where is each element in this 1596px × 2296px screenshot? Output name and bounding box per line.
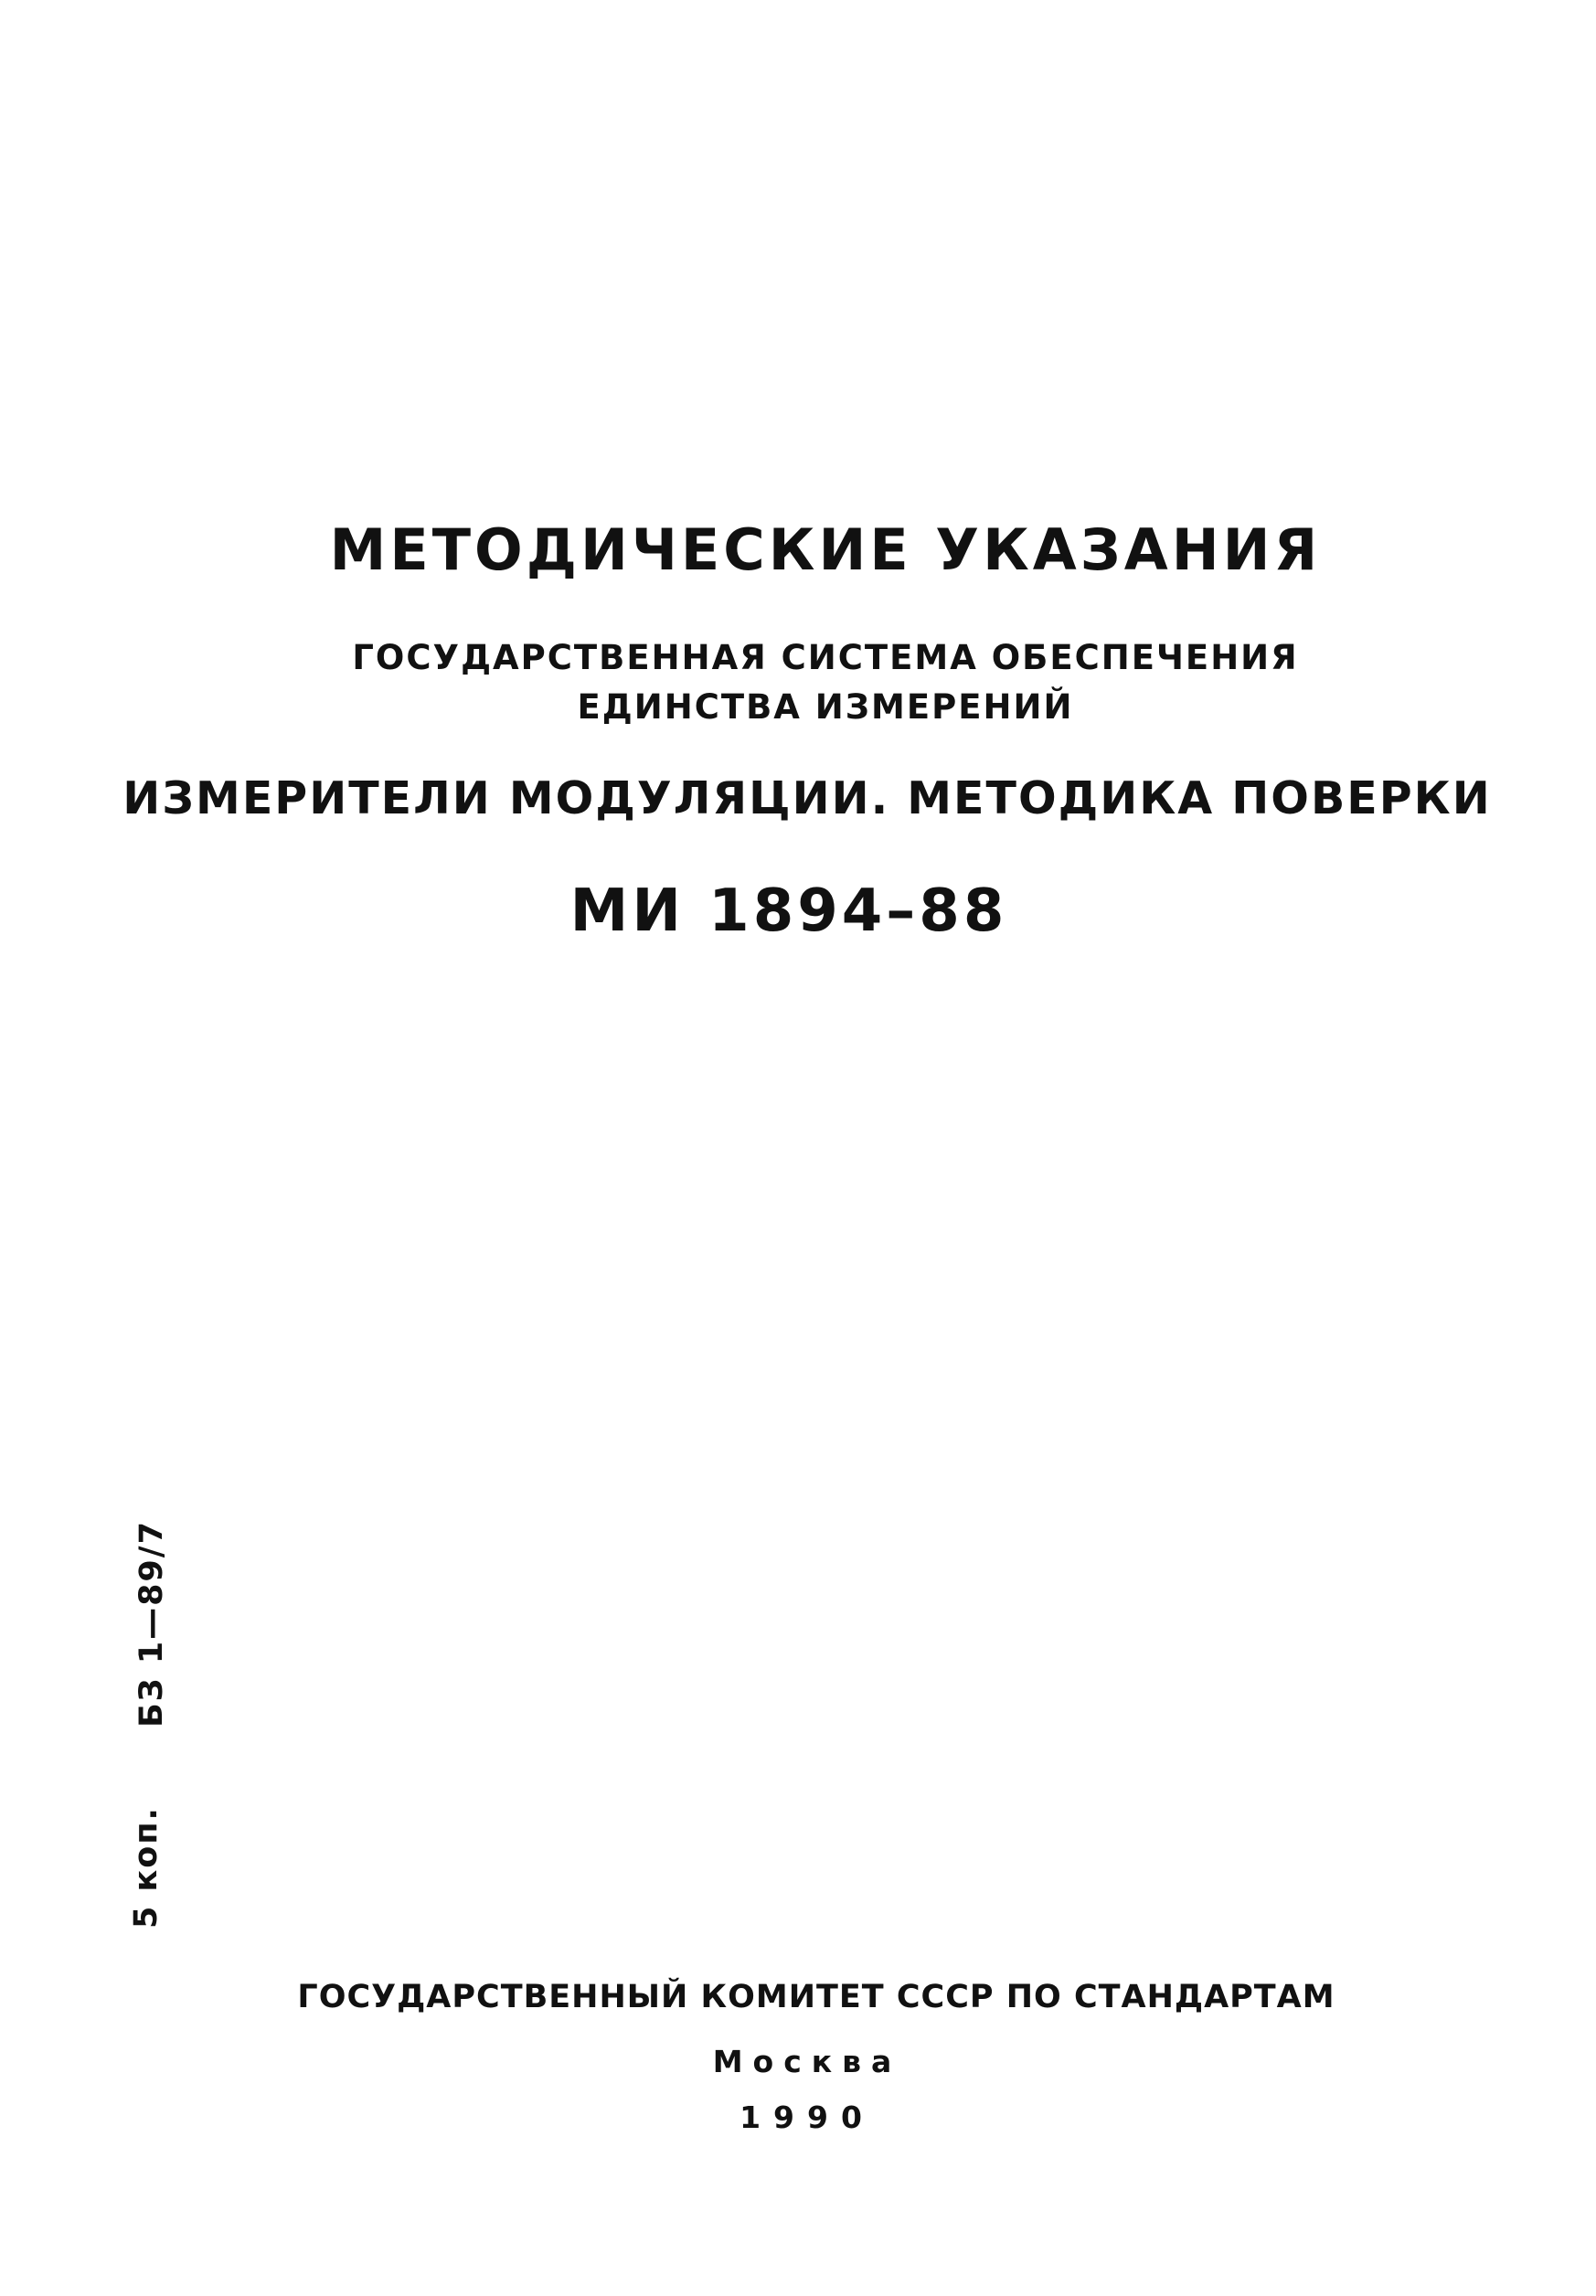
publication-year: 1990 xyxy=(739,2099,875,2135)
document-code: МИ 1894–88 xyxy=(569,877,1008,945)
document-title: ИЗМЕРИТЕЛИ МОДУЛЯЦИИ. МЕТОДИКА ПОВЕРКИ xyxy=(122,772,1492,824)
publication-city: Москва xyxy=(712,2044,902,2079)
order-number-label: БЗ 1—89/7 xyxy=(133,1520,170,1727)
document-type-heading: МЕТОДИЧЕСКИЕ УКАЗАНИЯ xyxy=(329,516,1322,583)
series-title-line-1: ГОСУДАРСТВЕННАЯ СИСТЕМА ОБЕСПЕЧЕНИЯ xyxy=(352,638,1299,677)
publisher-name: ГОСУДАРСТВЕННЫЙ КОМИТЕТ СССР ПО СТАНДАРТАМ xyxy=(297,1979,1335,2015)
price-label: 5 коп. xyxy=(128,1806,165,1929)
series-title-line-2: ЕДИНСТВА ИЗМЕРЕНИЙ xyxy=(577,687,1074,727)
